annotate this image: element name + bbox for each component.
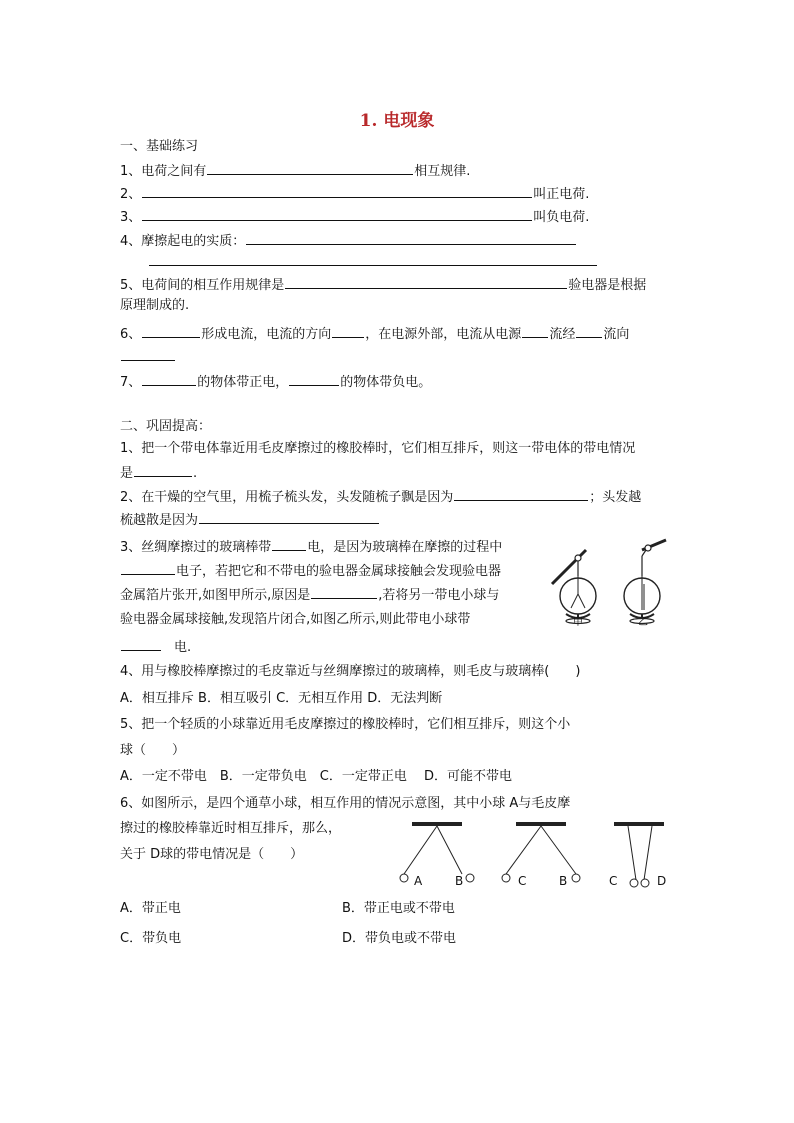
s1-question-3: [120, 207, 589, 227]
s1-q7-b: 的物体带负电。: [340, 375, 432, 390]
s1-q6-b: ，在电源外部，电流从电源: [365, 327, 522, 342]
section1-heading: 一、基础练习: [120, 139, 199, 154]
s1-q5-pre: 5、电荷间的相互作用规律是: [120, 278, 285, 293]
page-title: 1. 电现象: [359, 111, 435, 131]
s1-q2-pre: 2、: [120, 187, 142, 202]
s1-q4-pre: 4、摩擦起电的实质：: [120, 234, 246, 249]
pith-ball-pair-cb: [502, 822, 580, 882]
s2-q6-line3: 关于 D球的带电情况是（ ）: [120, 847, 304, 862]
s2-question-1-cont: [120, 463, 197, 483]
answer-blank[interactable]: [289, 372, 339, 386]
answer-blank[interactable]: [142, 184, 532, 198]
s2-q5-line2: 球（ ）: [120, 743, 186, 758]
answer-blank[interactable]: [332, 324, 364, 338]
answer-blank[interactable]: [207, 161, 413, 175]
s2-q3-l1-post: 电，是因为玻璃棒在摩擦的过程中: [307, 540, 503, 555]
s1-question-4: [120, 231, 577, 251]
s2-q1-post: .: [193, 466, 198, 481]
s2-q6-option-b: B．带正电或不带电: [342, 901, 455, 916]
ball-label-c: C: [518, 874, 527, 888]
answer-blank[interactable]: [142, 372, 196, 386]
s2-q3-l5: 电.: [174, 640, 192, 655]
answer-blank[interactable]: [199, 510, 379, 524]
s2-question-2: [120, 487, 641, 507]
s2-q6-line1: 6、如图所示，是四个通草小球，相互作用的情况示意图，其中小球 A与毛皮摩: [120, 796, 571, 811]
s1-question-7: [120, 372, 431, 392]
s2-q2-post: ；头发越: [589, 490, 642, 505]
s1-q5-line2: 原理制成的.: [120, 298, 190, 313]
electroscope-figure: [538, 538, 674, 630]
s2-q2-pre: 2、在干燥的空气里，用梳子梳头发，头发随梳子飘是因为: [120, 490, 454, 505]
s1-question-2: [120, 184, 589, 204]
answer-blank[interactable]: [576, 324, 602, 338]
s1-q1-post: 相互规律.: [414, 164, 471, 179]
answer-blank[interactable]: [121, 561, 175, 575]
s1-question-6: [120, 324, 629, 344]
s1-q3-pre: 3、: [120, 210, 142, 225]
answer-blank[interactable]: [246, 231, 576, 245]
answer-blank[interactable]: [272, 537, 306, 551]
answer-blank[interactable]: [522, 324, 548, 338]
s2-q3-l3-pre: 金属箔片张开,如图甲所示,原因是: [120, 588, 311, 603]
s2-q5-line1: 5、把一个轻质的小球靠近用毛皮摩擦过的橡胶棒时，它们相互排斥，则这个小: [120, 717, 571, 732]
answer-blank[interactable]: [311, 585, 377, 599]
s1-q7-a: 的物体带正电，: [197, 375, 289, 390]
ball-label-c2: C: [609, 874, 618, 888]
s1-q6-d: 流向: [603, 327, 630, 342]
s1-q6-a: 形成电流，电流的方向: [201, 327, 332, 342]
s2-question-3-l5: [120, 637, 191, 657]
answer-blank[interactable]: [121, 347, 175, 361]
s2-q3-l1-pre: 3、丝绸摩擦过的玻璃棒带: [120, 540, 272, 555]
s1-q3-post: 叫负电荷.: [533, 210, 590, 225]
s2-q1-line1: 1、把一个带电体靠近用毛皮摩擦过的橡胶棒时，它们相互排斥，则这一带电体的带电情况: [120, 441, 636, 456]
answer-blank[interactable]: [285, 275, 567, 289]
s1-question-1: [120, 161, 470, 181]
electroscope-yi: [624, 540, 666, 624]
ball-label-b2: B: [559, 874, 568, 888]
s1-q6-pre: 6、: [120, 327, 142, 342]
s2-q4-stem: 4、用与橡胶棒摩擦过的毛皮靠近与丝绸摩擦过的玻璃棒，则毛皮与玻璃棒( ): [120, 664, 581, 679]
figure-label-yi: 乙: [638, 617, 648, 628]
s2-q6-line2: 擦过的橡胶棒靠近时相互排斥，那么，: [120, 821, 342, 836]
ball-label-d: D: [657, 874, 667, 888]
ball-label-a: A: [414, 874, 423, 888]
answer-blank[interactable]: [142, 207, 532, 221]
s2-q4-options: A．相互排斥 B．相互吸引 C．无相互作用 D．无法判断: [120, 691, 443, 706]
section2-heading: 二、巩固提高：: [120, 419, 212, 434]
answer-blank[interactable]: [142, 324, 200, 338]
s2-question-2-cont: [120, 510, 380, 530]
s2-q2-line2: 梳越散是因为: [120, 513, 199, 528]
s1-q1-pre: 1、电荷之间有: [120, 164, 207, 179]
answer-blank[interactable]: [454, 487, 588, 501]
s1-q6-c: 流经: [549, 327, 576, 342]
s2-question-3-l2: [120, 561, 501, 581]
s1-question-4-cont: [148, 252, 598, 272]
s1-q7-pre: 7、: [120, 375, 142, 390]
s1-q2-post: 叫正电荷.: [533, 187, 590, 202]
s2-q3-l2: 电子，若把它和不带电的验电器金属球接触会发现验电器: [176, 564, 502, 579]
s2-q6-option-d: D．带负电或不带电: [342, 931, 457, 946]
answer-blank[interactable]: [134, 463, 192, 477]
ball-label-b: B: [455, 874, 464, 888]
answer-blank[interactable]: [149, 252, 597, 266]
pith-balls-figure: [396, 818, 676, 892]
s2-question-3-l3: [120, 585, 499, 605]
s2-q6-option-a: A．带正电: [120, 901, 181, 916]
s2-q6-option-c: C．带负电: [120, 931, 182, 946]
figure-label-jia: 甲: [573, 617, 583, 628]
s2-q3-l4: 验电器金属球接触,发现箔片闭合,如图乙所示,则此带电小球带: [120, 612, 471, 627]
s1-question-5: [120, 275, 646, 295]
s2-question-3: [120, 537, 502, 557]
answer-blank[interactable]: [121, 637, 161, 651]
s2-q5-options: A．一定不带电 B．一定带负电 C．一定带正电 D．可能不带电: [120, 769, 513, 784]
s2-q1-pre: 是: [120, 466, 134, 481]
s1-q5-post: 验电器是根据: [568, 278, 647, 293]
s2-q3-l3-post: ,若将另一带电小球与: [378, 588, 500, 603]
s1-question-6-cont: [120, 347, 176, 367]
